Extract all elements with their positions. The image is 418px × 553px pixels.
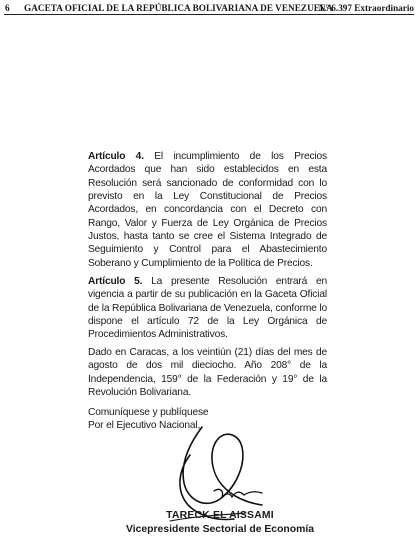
page-number: 6 — [5, 3, 10, 13]
closing-line-1: Comuníquese y publíquese — [88, 407, 209, 419]
issue-number: N° 6.397 Extraordinario — [318, 3, 414, 13]
article-5 — [88, 275, 327, 341]
article-4-text: El incumplimiento de los Precios Acordados que han sido establecidos en esta Resolución será sancionado de conformidad con lo previsto en la Ley Constitucional de Precios Acordados, en concordancia con el Decreto con Rango, Valor y Fuerza de Ley Orgánica de Precios Justos, hasta tanto se cree el Sistema Integrado de Seguimiento y Control para el Abastecimiento Soberano y Cumplimiento de la Política de Precios. — [88, 151, 328, 269]
header-rule — [4, 14, 414, 15]
dado-paragraph: Dado en Caracas, a los veintiún (21) días del mes de agosto de dos mil dieciocho. Año 208° de la Independencia, 159° de la Federación y 19° de la Revolución Bolivariana. — [88, 347, 327, 399]
article-5-label: Artículo 5. — [88, 276, 143, 288]
publication-title: GACETA OFICIAL DE LA REPÚBLICA BOLIVARIANA DE VENEZUELA — [24, 3, 333, 13]
gazette-header — [0, 0, 418, 16]
article-4 — [88, 150, 327, 270]
article-4-label: Artículo 4. — [88, 151, 144, 163]
article-5-text: La presente Resolución entrará en vigencia a partir de su publicación en la Gaceta Oficial de la República Bolivariana de Venezuela, conforme lo dispone el artículo 72 de la Ley Orgánica de Procedimientos Administrativos. — [88, 276, 327, 341]
signer-role: Vicepresidente Sectorial de Economía — [125, 524, 315, 535]
signer-name: TARECK EL AISSAMI — [166, 510, 274, 521]
closing-line-2: Por el Ejecutivo Nacional, — [88, 420, 201, 432]
